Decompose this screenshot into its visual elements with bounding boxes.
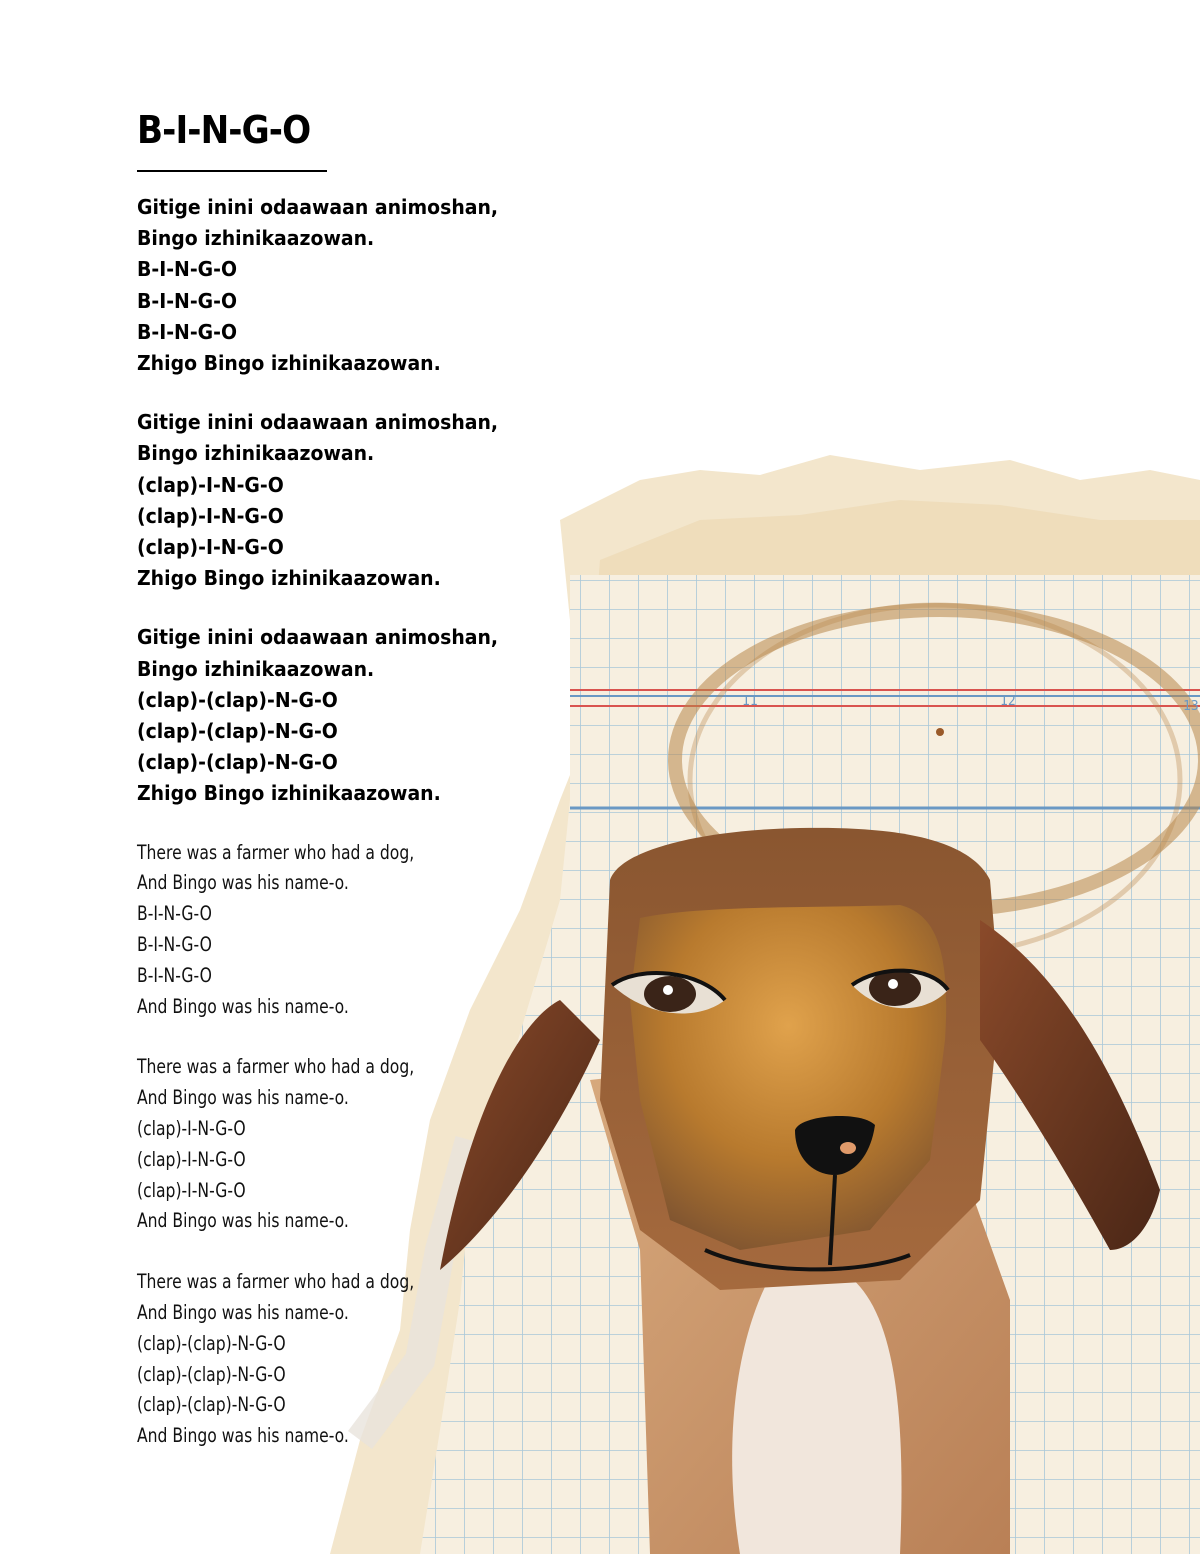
- lyric-line: Bingo izhinikaazowan.: [137, 226, 375, 251]
- lyric-line: Gitige inini odaawaan animoshan,: [137, 410, 499, 435]
- lyric-line: And Bingo was his name-o.: [137, 1424, 349, 1448]
- english-verse-1: [137, 838, 607, 1023]
- lyric-line: (clap)-(clap)-N-G-O: [137, 1331, 286, 1355]
- lyric-line: Gitige inini odaawaan animoshan,: [137, 195, 499, 219]
- lyric-line: (clap)-(clap)-N-G-O: [137, 687, 338, 712]
- lyric-line: There was a farmer who had a dog,: [137, 840, 415, 864]
- ojibwe-verse-3: [137, 622, 607, 809]
- english-verse-2: [137, 1052, 607, 1237]
- ledger-number-13: 13: [1183, 699, 1199, 714]
- lyric-line: (clap)-(clap)-N-G-O: [137, 1362, 286, 1386]
- lyric-line: And Bingo was his name-o.: [137, 1209, 349, 1233]
- lyric-line: (clap)-(clap)-N-G-O: [137, 719, 338, 744]
- lyric-line: There was a farmer who had a dog,: [137, 1055, 415, 1079]
- lyric-line: And Bingo was his name-o.: [137, 994, 349, 1018]
- lyric-line: B-I-N-G-O: [137, 288, 238, 313]
- lyric-line: (clap)-(clap)-N-G-O: [137, 1393, 286, 1417]
- song-lyrics: [137, 106, 607, 1482]
- lyric-line: B-I-N-G-O: [137, 319, 238, 344]
- lyric-line: Zhigo Bingo izhinikaazowan.: [137, 781, 441, 806]
- lyric-line: (clap)-I-N-G-O: [137, 503, 284, 528]
- lyric-line: (clap)-I-N-G-O: [137, 1178, 246, 1202]
- lyric-line: Gitige inini odaawaan animoshan,: [137, 625, 499, 650]
- lyric-line: (clap)-(clap)-N-G-O: [137, 750, 338, 775]
- lyric-line: (clap)-I-N-G-O: [137, 472, 284, 497]
- ledger-number-12: 12: [1000, 694, 1016, 709]
- ojibwe-verse-2: [137, 407, 607, 594]
- english-verse-3: [137, 1267, 607, 1452]
- lyric-line: (clap)-I-N-G-O: [137, 1117, 246, 1141]
- ojibwe-verse-1: [137, 192, 607, 379]
- lyric-line: B-I-N-G-O: [137, 933, 212, 957]
- ojibwe-lyrics: [137, 192, 607, 810]
- lyric-line: Bingo izhinikaazowan.: [137, 441, 375, 466]
- lyric-line: Zhigo Bingo izhinikaazowan.: [137, 351, 441, 376]
- lyric-line: B-I-N-G-O: [137, 257, 238, 282]
- lyric-line: And Bingo was his name-o.: [137, 871, 349, 895]
- lyric-line: (clap)-I-N-G-O: [137, 535, 284, 560]
- lyric-line: (clap)-I-N-G-O: [137, 1147, 246, 1171]
- title-underline: [137, 170, 327, 172]
- ledger-number-11: 11: [742, 694, 758, 709]
- lyric-line: There was a farmer who had a dog,: [137, 1270, 415, 1294]
- lyric-line: B-I-N-G-O: [137, 902, 212, 926]
- lyric-line: And Bingo was his name-o.: [137, 1301, 349, 1325]
- english-lyrics: [137, 838, 607, 1452]
- lyric-line: Zhigo Bingo izhinikaazowan.: [137, 566, 441, 591]
- lyric-line: B-I-N-G-O: [137, 963, 212, 987]
- lyric-line: Bingo izhinikaazowan.: [137, 656, 375, 681]
- lyric-line: And Bingo was his name-o.: [137, 1086, 349, 1110]
- page-title: B-I-N-G-O: [137, 108, 311, 152]
